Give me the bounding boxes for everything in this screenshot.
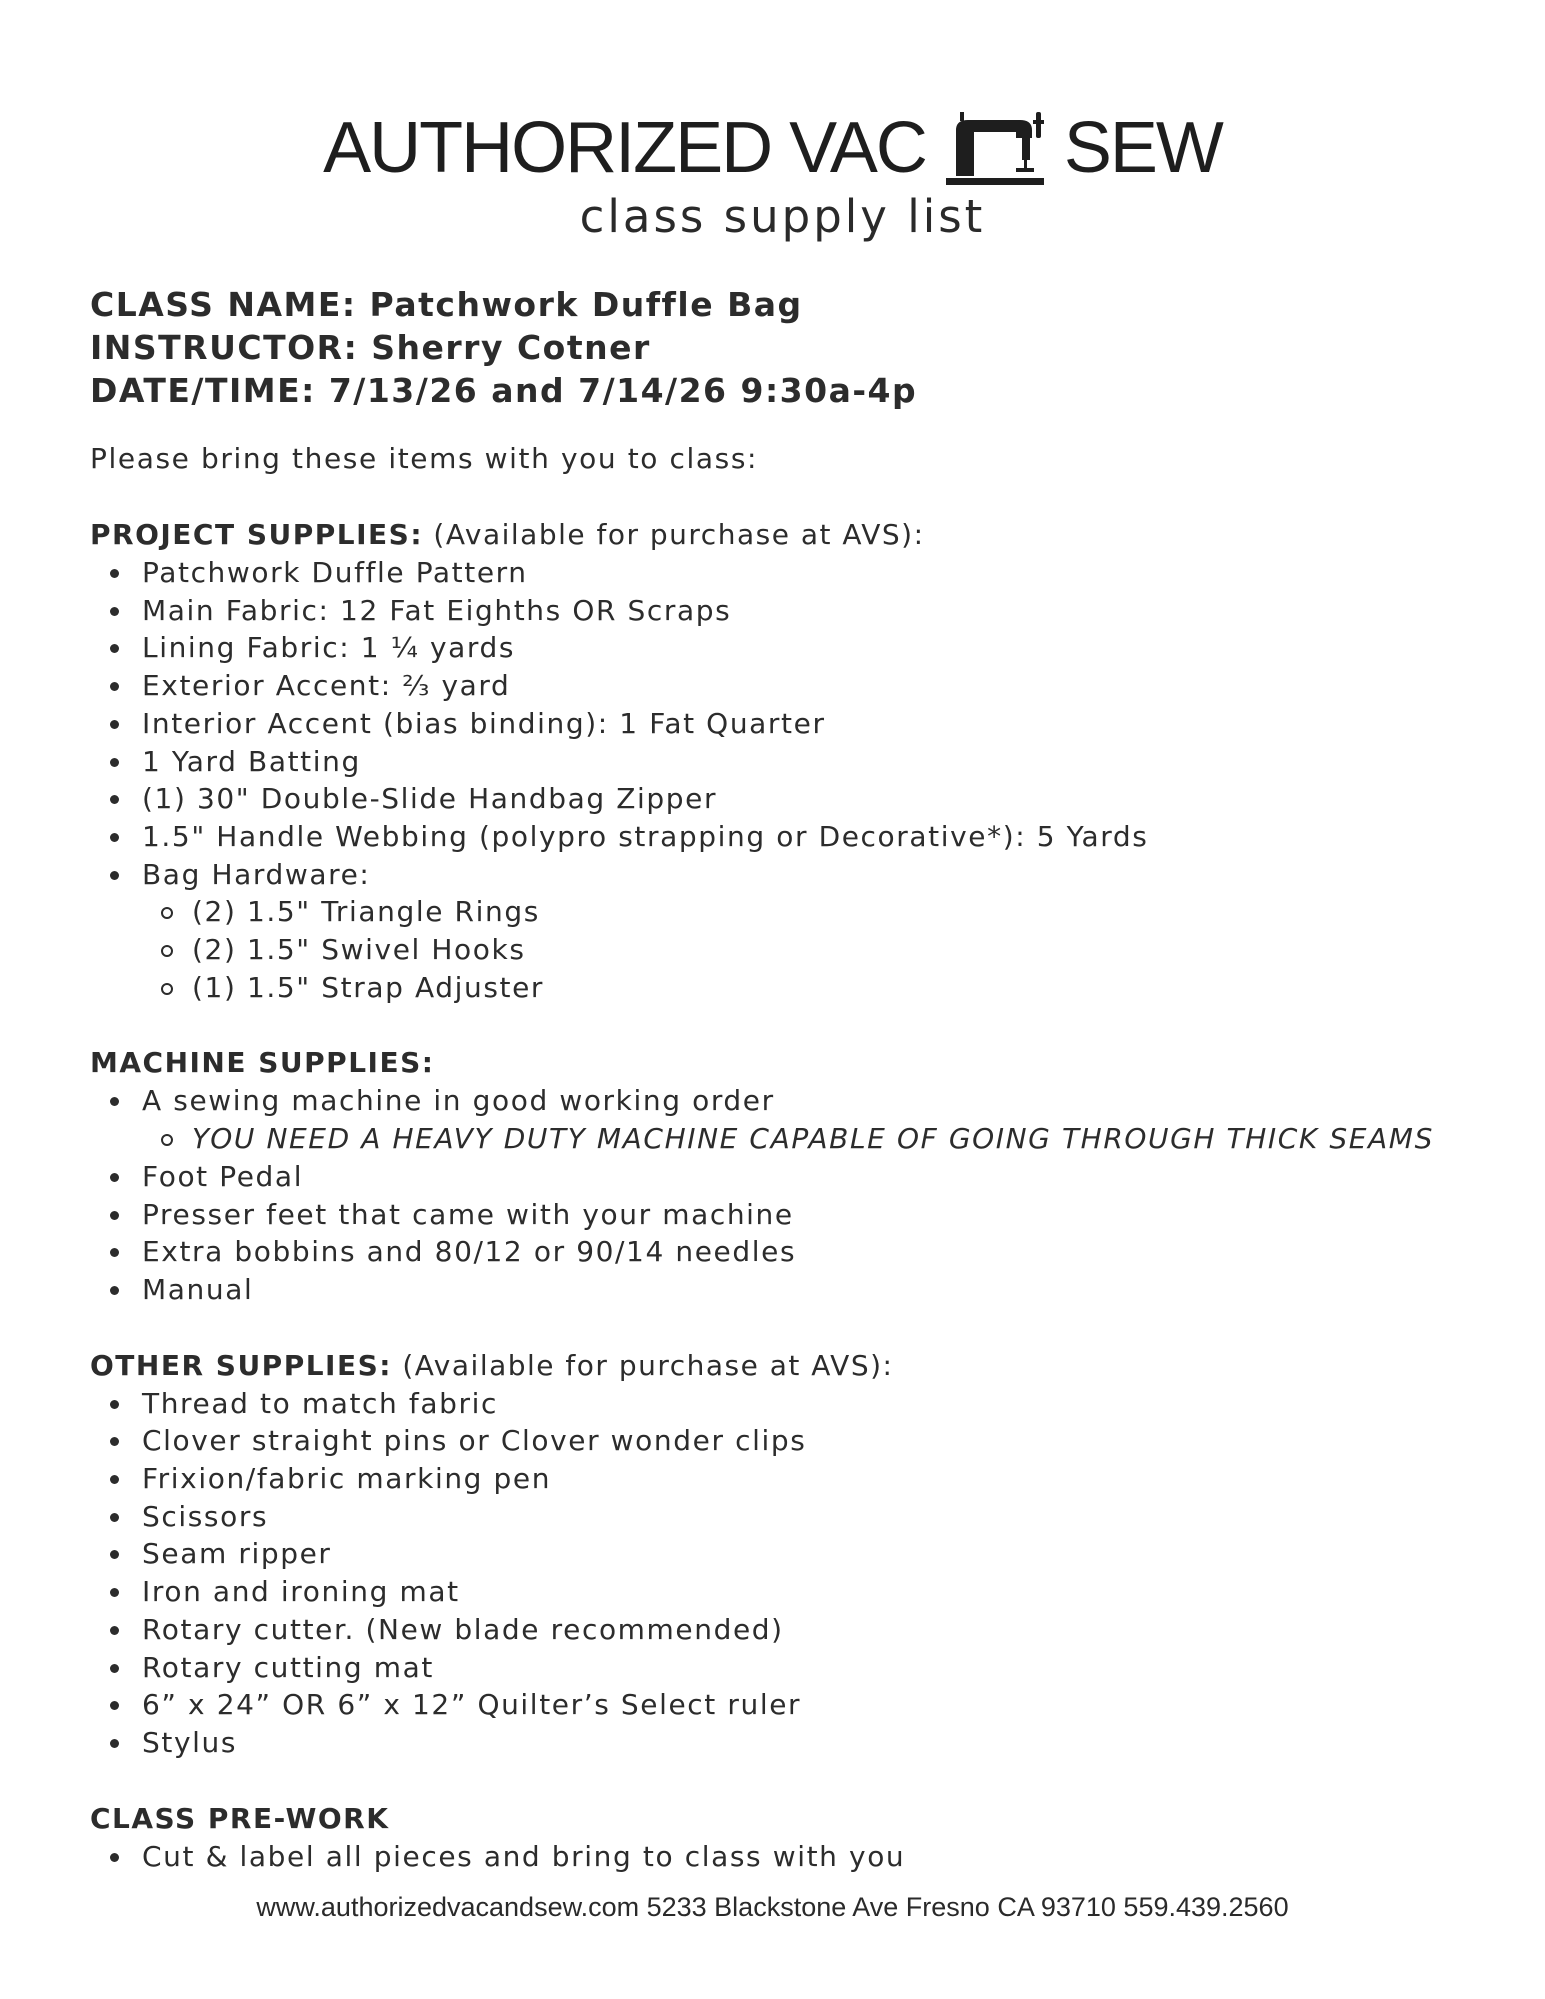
sub-list-item: (2) 1.5" Swivel Hooks — [90, 931, 1490, 969]
sub-list-item: YOU NEED A HEAVY DUTY MACHINE CAPABLE OF GOING THROUGH THICK SEAMS — [90, 1120, 1490, 1158]
list-item: Main Fabric: 12 Fat Eighths OR Scraps — [90, 592, 1490, 630]
other-supplies-list — [90, 1385, 1490, 1762]
list-item: Rotary cutter. (New blade recommended) — [90, 1611, 1490, 1649]
project-supplies-note: (Available for purchase at AVS): — [423, 518, 925, 551]
brand-logo — [323, 108, 1222, 188]
pre-work-list — [90, 1838, 1490, 1876]
pre-work-title: CLASS PRE-WORK — [90, 1801, 390, 1835]
project-supplies-list — [90, 554, 1490, 1006]
list-item: (1) 30" Double-Slide Handbag Zipper — [90, 780, 1490, 818]
list-item: Thread to match fabric — [90, 1385, 1490, 1423]
list-item: 1.5" Handle Webbing (polypro strapping or Decorative*): 5 Yards — [90, 818, 1490, 856]
machine-supplies-title: MACHINE SUPPLIES: — [90, 1046, 435, 1080]
brand-name-left: AUTHORIZED VAC — [323, 108, 926, 188]
list-item: Exterior Accent: ⅔ yard — [90, 667, 1490, 705]
project-supplies-title: PROJECT SUPPLIES: — [90, 518, 424, 551]
machine-supplies-heading — [90, 1044, 1490, 1082]
list-item: Foot Pedal — [90, 1158, 1490, 1196]
list-item: Scissors — [90, 1498, 1490, 1536]
list-item: Extra bobbins and 80/12 or 90/14 needles — [90, 1233, 1490, 1271]
other-supplies-heading — [90, 1347, 1490, 1385]
instructor: INSTRUCTOR: Sherry Cotner — [90, 328, 651, 367]
class-name: CLASS NAME: Patchwork Duffle Bag — [90, 285, 803, 324]
pre-work-heading — [90, 1800, 1490, 1838]
list-item: Stylus — [90, 1724, 1490, 1762]
page-subtitle: class supply list — [579, 190, 986, 243]
list-item: Frixion/fabric marking pen — [90, 1460, 1490, 1498]
other-supplies-note: (Available for purchase at AVS): — [391, 1348, 894, 1382]
list-item: Presser feet that came with your machine — [90, 1196, 1490, 1234]
machine-supplies-list — [90, 1082, 1490, 1308]
list-item: Cut & label all pieces and bring to class with you — [90, 1838, 1490, 1876]
list-item: Rotary cutting mat — [90, 1649, 1490, 1687]
list-item: Patchwork Duffle Pattern — [90, 554, 1490, 592]
page-header — [0, 108, 1545, 243]
supply-list-content — [90, 283, 1490, 1875]
sub-list-item: (2) 1.5" Triangle Rings — [90, 893, 1490, 931]
list-item: Lining Fabric: 1 ¼ yards — [90, 629, 1490, 667]
brand-name-right: SEW — [1063, 108, 1222, 188]
list-item: Manual — [90, 1271, 1490, 1309]
list-item: 1 Yard Batting — [90, 743, 1490, 781]
list-item: Interior Accent (bias binding): 1 Fat Quarter — [90, 705, 1490, 743]
project-supplies-heading — [90, 516, 1490, 554]
page-footer: www.authorizedvacandsew.com 5233 Blackstone Ave Fresno CA 93710 559.439.2560 — [256, 1892, 1289, 1922]
list-item: A sewing machine in good working order — [90, 1082, 1490, 1120]
list-item: 6” x 24” OR 6” x 12” Quilter’s Select ruler — [90, 1686, 1490, 1724]
date-time: DATE/TIME: 7/13/26 and 7/14/26 9:30a-4p — [90, 371, 918, 410]
list-item: Seam ripper — [90, 1535, 1490, 1573]
list-item: Bag Hardware: — [90, 856, 1490, 894]
other-supplies-title: OTHER SUPPLIES: — [90, 1348, 392, 1382]
intro-text: Please bring these items with you to class: — [90, 442, 759, 475]
sewing-machine-icon — [940, 108, 1050, 188]
list-item: Iron and ironing mat — [90, 1573, 1490, 1611]
list-item: Clover straight pins or Clover wonder clips — [90, 1422, 1490, 1460]
sub-list-item: (1) 1.5" Strap Adjuster — [90, 969, 1490, 1007]
